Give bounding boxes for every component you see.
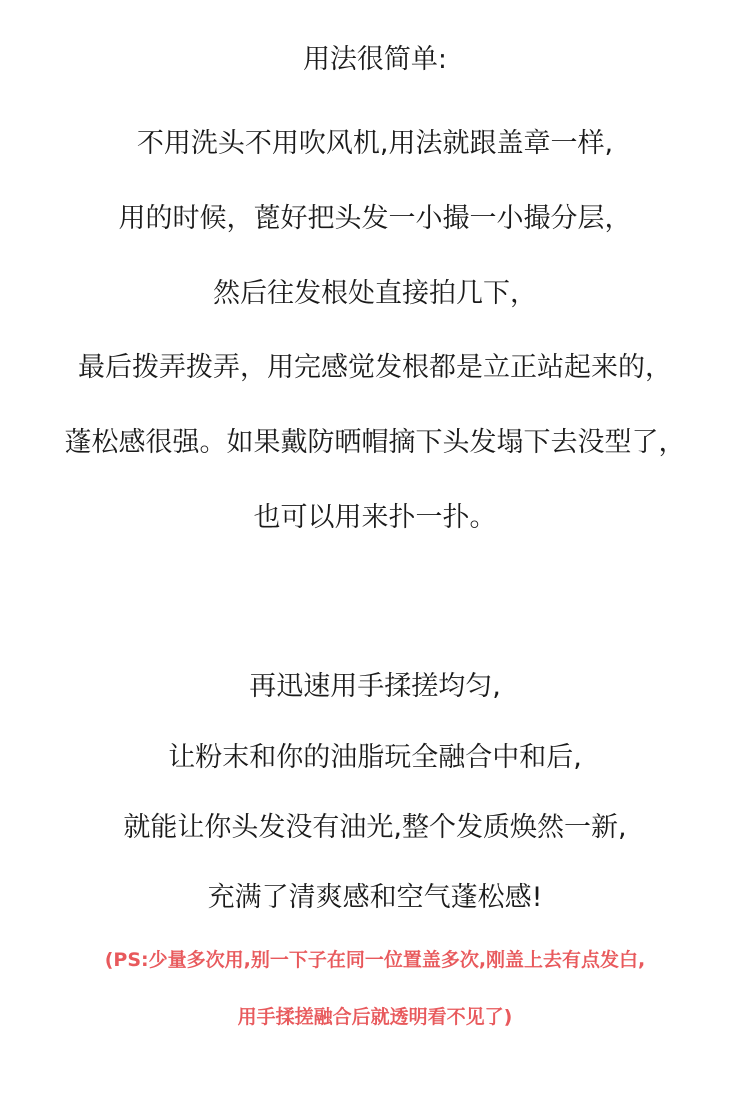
block2-line-2: 让粉末和你的油脂玩全融合中和后, — [168, 742, 582, 773]
block1-line-6: 也可以用来扑一扑。 — [253, 502, 497, 533]
block1-line-5: 蓬松感很强。如果戴防晒帽摘下头发塌下去没型了， — [64, 427, 686, 458]
block1-line-4: 最后拨弄拨弄，用完感觉发根都是立正站起来的， — [78, 352, 672, 383]
ps-note-line-1: (PS:少量多次用,别一下子在同一位置盖多次,刚盖上去有点发白, — [104, 949, 646, 971]
block1-line-3: 然后往发根处直接拍几下， — [213, 278, 537, 309]
block1-line-1: 不用洗头不用吹风机,用法就跟盖章一样, — [136, 128, 614, 159]
ps-note-line-2: 用手揉搓融合后就透明看不见了) — [237, 1006, 513, 1028]
block2-line-1: 再迅速用手揉搓均匀, — [249, 671, 501, 702]
instruction-title: 用法很简单: — [302, 44, 448, 75]
block2-line-4: 充满了清爽感和空气蓬松感! — [207, 882, 543, 913]
block2-line-3: 就能让你头发没有油光,整个发质焕然一新, — [123, 812, 627, 843]
block1-line-2: 用的时候，蓖好把头发一小撮一小撮分层， — [118, 203, 632, 234]
